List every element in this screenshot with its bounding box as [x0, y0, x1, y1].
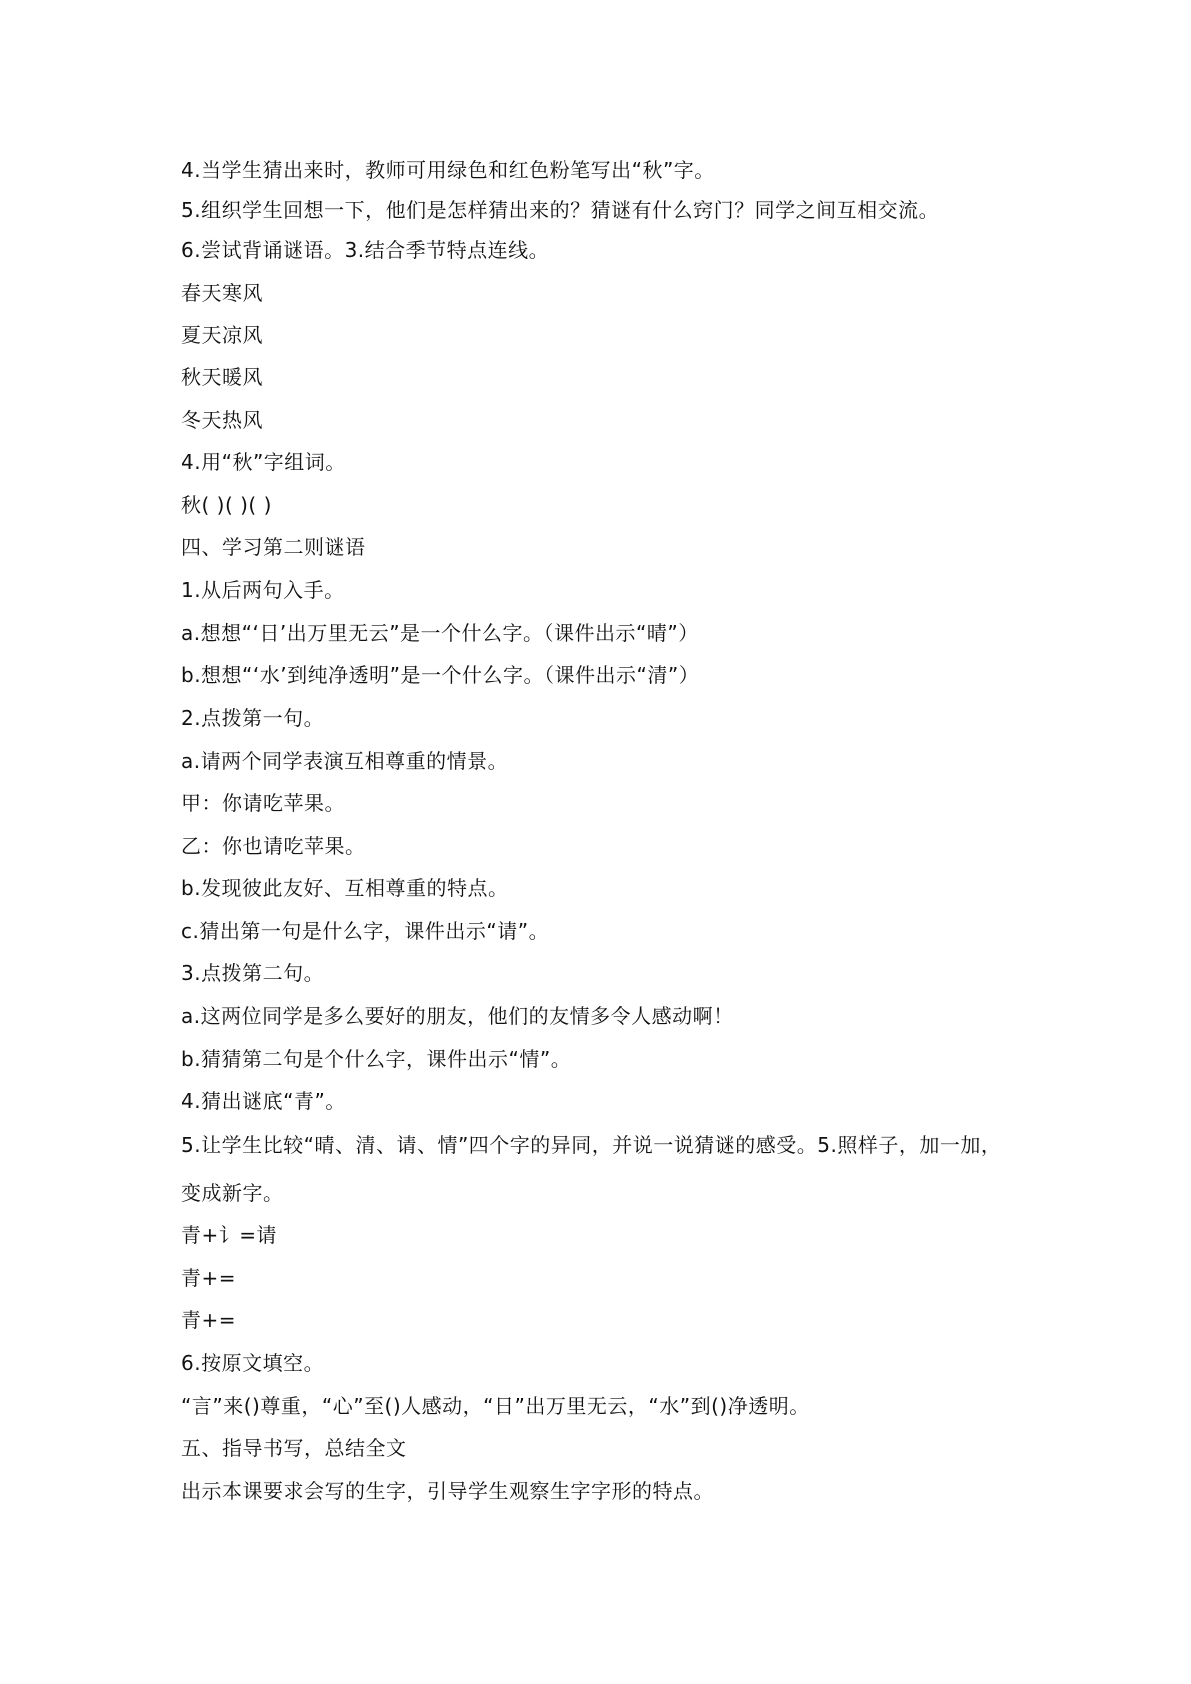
text-line: 青+=: [181, 1266, 237, 1290]
text-line: 冬天热风: [181, 408, 263, 432]
text-line: 3.点拨第二句。: [181, 961, 325, 985]
text-line: c.猜出第一句是什么字，课件出示“请”。: [181, 919, 550, 943]
text-line: 出示本课要求会写的生字，引导学生观察生字字形的特点。: [181, 1479, 714, 1503]
text-line: 4.猜出谜底“青”。: [181, 1089, 346, 1113]
text-line: 夏天凉风: [181, 323, 263, 347]
text-line: 秋( )( )( ): [181, 493, 272, 517]
text-line: a.想想“‘日’出万里无云”是一个什么字。（课件出示“晴”）: [181, 621, 699, 645]
text-line: b.想想“‘水’到纯净透明”是一个什么字。（课件出示“清”）: [181, 663, 700, 687]
section-heading: 五、指导书写，总结全文: [181, 1436, 407, 1460]
text-line: 5.组织学生回想一下，他们是怎样猜出来的？猜谜有什么窍门？同学之间互相交流。: [181, 198, 940, 222]
text-line: a.这两位同学是多么要好的朋友，他们的友情多令人感动啊！: [181, 1004, 734, 1028]
text-line: 1.从后两句入手。: [181, 578, 345, 602]
text-line: 6.按原文填空。: [181, 1351, 325, 1375]
text-line: 甲：你请吃苹果。: [181, 791, 345, 815]
text-line: “言”来()尊重，“心”至()人感动，“日”出万里无云，“水”到()净透明。: [181, 1394, 810, 1418]
text-line: 青+讠=请: [181, 1223, 278, 1247]
text-line: b.猜猜第二句是个什么字，课件出示“情”。: [181, 1047, 572, 1071]
text-line: 变成新字。: [181, 1181, 284, 1205]
text-line: 5.让学生比较“晴、清、请、情”四个字的异同，并说一说猜谜的感受。5.照样子，加一加，: [181, 1133, 1002, 1157]
text-line: 秋天暖风: [181, 365, 263, 389]
text-line: 2.点拨第一句。: [181, 706, 325, 730]
text-line: 4.用“秋”字组词。: [181, 450, 346, 474]
text-line: 乙：你也请吃苹果。: [181, 834, 366, 858]
text-line: a.请两个同学表演互相尊重的情景。: [181, 749, 509, 773]
text-line: 6.尝试背诵谜语。3.结合季节特点连线。: [181, 238, 550, 262]
text-line: 青+=: [181, 1308, 237, 1332]
text-line: 4.当学生猜出来时，教师可用绿色和红色粉笔写出“秋”字。: [181, 158, 715, 182]
text-line: 春天寒风: [181, 281, 263, 305]
text-line: b.发现彼此友好、互相尊重的特点。: [181, 876, 509, 900]
section-heading: 四、学习第二则谜语: [181, 535, 366, 559]
